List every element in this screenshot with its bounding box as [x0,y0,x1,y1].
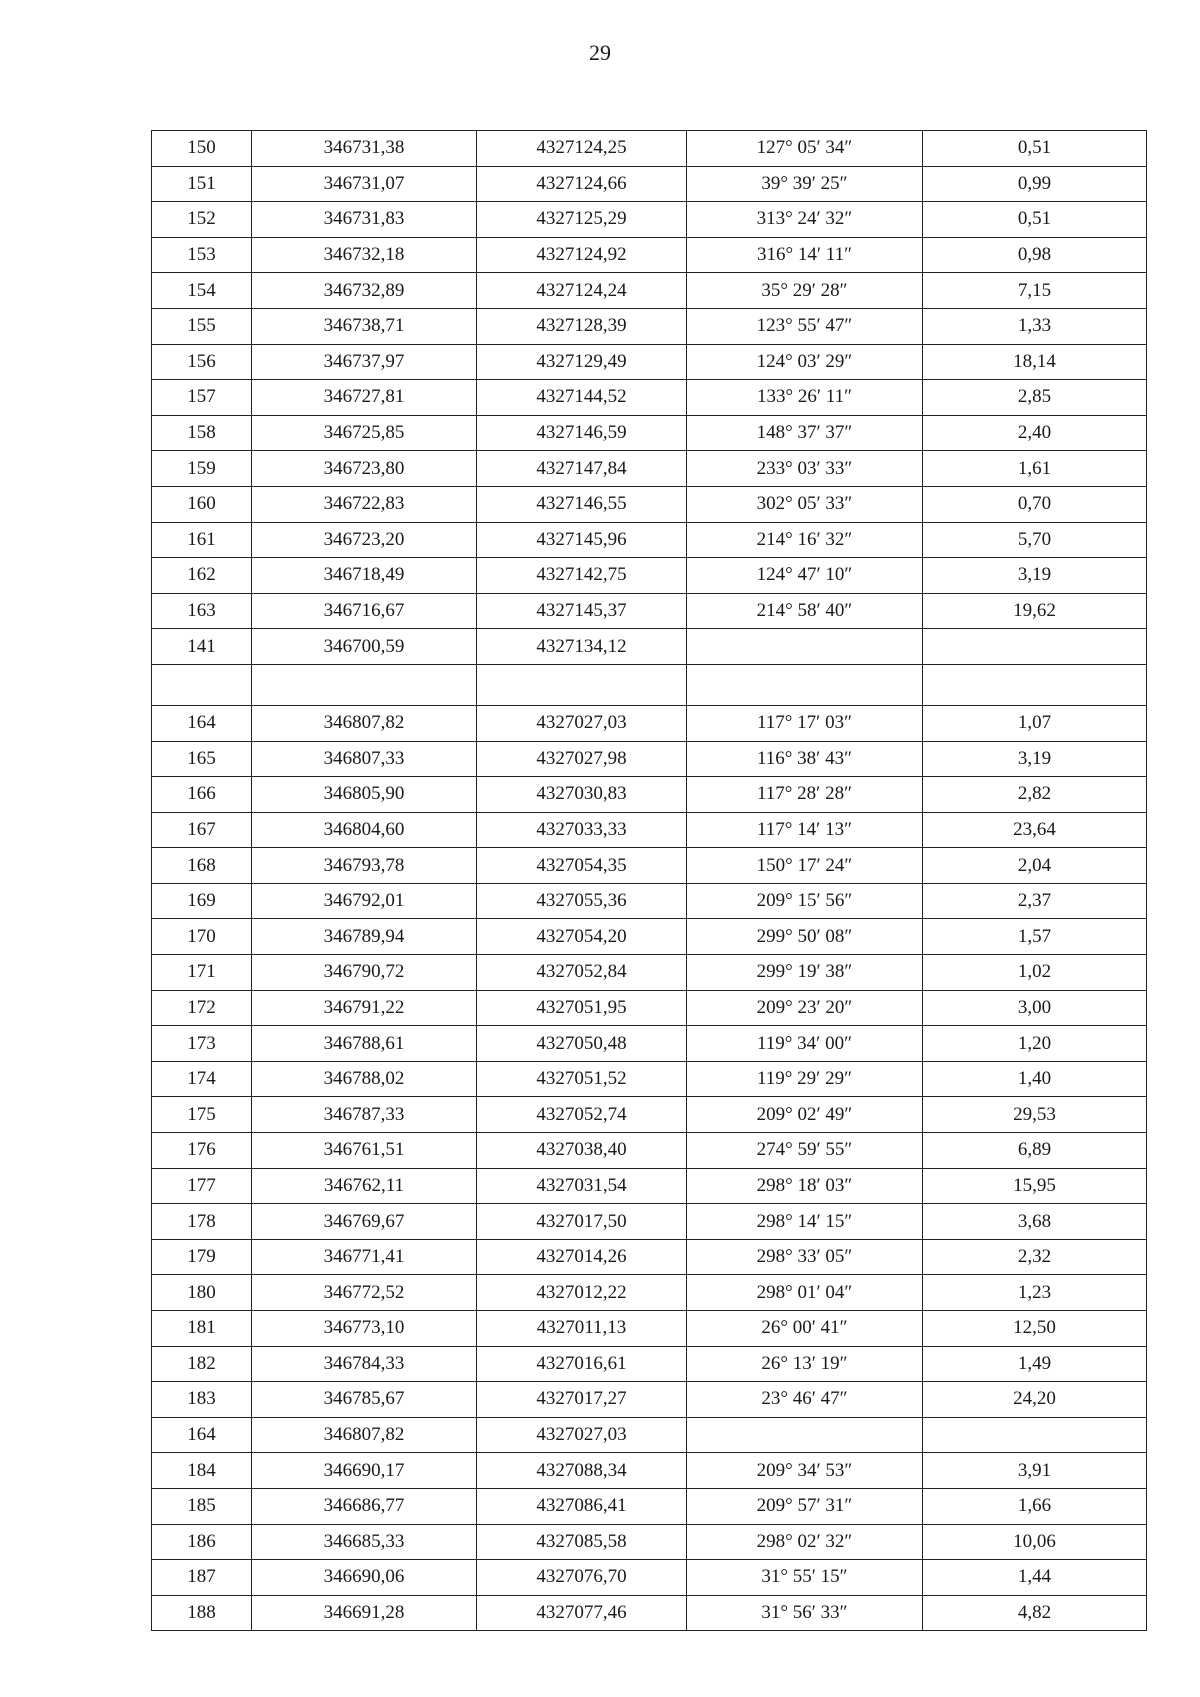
y-coordinate-cell: 4327129,49 [477,344,687,380]
table-row [152,202,1147,238]
distance-cell: 2,85 [923,380,1147,416]
x-coordinate-cell: 346738,71 [252,308,477,344]
point-number-cell: 174 [152,1061,252,1097]
x-coordinate-cell: 346804,60 [252,812,477,848]
distance-cell: 3,19 [923,558,1147,594]
point-number-cell: 170 [152,919,252,955]
direction-angle-cell: 39° 39′ 25″ [687,166,923,202]
y-coordinate-cell: 4327145,37 [477,593,687,629]
y-coordinate-cell: 4327052,74 [477,1097,687,1133]
point-number-cell: 183 [152,1382,252,1418]
distance-cell: 5,70 [923,522,1147,558]
table-row [152,131,1147,167]
y-coordinate-cell: 4327030,83 [477,777,687,813]
distance-cell: 3,19 [923,741,1147,777]
y-coordinate-cell: 4327147,84 [477,451,687,487]
x-coordinate-cell: 346788,61 [252,1026,477,1062]
direction-angle-cell: 119° 34′ 00″ [687,1026,923,1062]
x-coordinate-cell: 346789,94 [252,919,477,955]
distance-cell: 15,95 [923,1168,1147,1204]
direction-angle-cell: 31° 55′ 15″ [687,1560,923,1596]
direction-angle-cell: 35° 29′ 28″ [687,273,923,309]
distance-cell: 3,91 [923,1453,1147,1489]
table-row [152,883,1147,919]
direction-angle-cell: 119° 29′ 29″ [687,1061,923,1097]
direction-angle-cell: 26° 00′ 41″ [687,1311,923,1347]
point-number-cell: 171 [152,955,252,991]
point-number-cell: 154 [152,273,252,309]
table-row [152,1382,1147,1418]
point-number-cell: 158 [152,415,252,451]
x-coordinate-cell: 346762,11 [252,1168,477,1204]
y-coordinate-cell: 4327145,96 [477,522,687,558]
y-coordinate-cell: 4327146,59 [477,415,687,451]
point-number-cell: 177 [152,1168,252,1204]
distance-cell: 24,20 [923,1382,1147,1418]
y-coordinate-cell: 4327016,61 [477,1346,687,1382]
table-row [152,1417,1147,1453]
y-coordinate-cell: 4327054,20 [477,919,687,955]
y-coordinate-cell: 4327124,24 [477,273,687,309]
distance-cell: 19,62 [923,593,1147,629]
point-number-cell: 164 [152,705,252,741]
direction-angle-cell: 133° 26′ 11″ [687,380,923,416]
y-coordinate-cell: 4327027,03 [477,1417,687,1453]
point-number-cell: 167 [152,812,252,848]
x-coordinate-cell: 346737,97 [252,344,477,380]
distance-cell: 2,32 [923,1239,1147,1275]
distance-cell: 3,68 [923,1204,1147,1240]
x-coordinate-cell: 346805,90 [252,777,477,813]
point-number-cell: 173 [152,1026,252,1062]
table-row [152,919,1147,955]
table-row [152,955,1147,991]
point-number-cell [152,664,252,705]
x-coordinate-cell: 346784,33 [252,1346,477,1382]
x-coordinate-cell: 346731,38 [252,131,477,167]
table-row [152,1346,1147,1382]
x-coordinate-cell: 346790,72 [252,955,477,991]
y-coordinate-cell: 4327088,34 [477,1453,687,1489]
x-coordinate-cell: 346691,28 [252,1595,477,1631]
distance-cell: 1,49 [923,1346,1147,1382]
table-row [152,741,1147,777]
direction-angle-cell: 124° 03′ 29″ [687,344,923,380]
x-coordinate-cell: 346718,49 [252,558,477,594]
table-row [152,777,1147,813]
direction-angle-cell: 117° 17′ 03″ [687,705,923,741]
y-coordinate-cell: 4327076,70 [477,1560,687,1596]
direction-angle-cell: 313° 24′ 32″ [687,202,923,238]
table-row [152,848,1147,884]
table-spacer-row [152,664,1147,705]
table-row [152,593,1147,629]
distance-cell [923,664,1147,705]
point-number-cell: 184 [152,1453,252,1489]
direction-angle-cell: 23° 46′ 47″ [687,1382,923,1418]
direction-angle-cell: 316° 14′ 11″ [687,237,923,273]
y-coordinate-cell: 4327011,13 [477,1311,687,1347]
point-number-cell: 165 [152,741,252,777]
table-row [152,1488,1147,1524]
direction-angle-cell [687,664,923,705]
table-row [152,1595,1147,1631]
x-coordinate-cell: 346722,83 [252,486,477,522]
y-coordinate-cell: 4327050,48 [477,1026,687,1062]
y-coordinate-cell: 4327144,52 [477,380,687,416]
direction-angle-cell: 233° 03′ 33″ [687,451,923,487]
point-number-cell: 157 [152,380,252,416]
y-coordinate-cell: 4327124,92 [477,237,687,273]
direction-angle-cell [687,629,923,665]
x-coordinate-cell: 346769,67 [252,1204,477,1240]
x-coordinate-cell: 346690,06 [252,1560,477,1596]
x-coordinate-cell: 346731,07 [252,166,477,202]
table-row [152,705,1147,741]
direction-angle-cell: 302° 05′ 33″ [687,486,923,522]
y-coordinate-cell: 4327038,40 [477,1133,687,1169]
distance-cell: 1,20 [923,1026,1147,1062]
table-row [152,1560,1147,1596]
y-coordinate-cell: 4327124,66 [477,166,687,202]
direction-angle-cell: 150° 17′ 24″ [687,848,923,884]
distance-cell: 4,82 [923,1595,1147,1631]
distance-cell [923,629,1147,665]
x-coordinate-cell: 346785,67 [252,1382,477,1418]
y-coordinate-cell: 4327014,26 [477,1239,687,1275]
direction-angle-cell: 209° 57′ 31″ [687,1488,923,1524]
distance-cell: 12,50 [923,1311,1147,1347]
y-coordinate-cell: 4327125,29 [477,202,687,238]
y-coordinate-cell: 4327027,98 [477,741,687,777]
point-number-cell: 141 [152,629,252,665]
point-number-cell: 166 [152,777,252,813]
direction-angle-cell: 298° 02′ 32″ [687,1524,923,1560]
point-number-cell: 187 [152,1560,252,1596]
coordinates-table [151,130,1147,1631]
direction-angle-cell: 209° 23′ 20″ [687,990,923,1026]
direction-angle-cell: 124° 47′ 10″ [687,558,923,594]
table-row [152,415,1147,451]
x-coordinate-cell: 346792,01 [252,883,477,919]
distance-cell: 1,40 [923,1061,1147,1097]
point-number-cell: 172 [152,990,252,1026]
table-row [152,1453,1147,1489]
table-row [152,990,1147,1026]
x-coordinate-cell: 346787,33 [252,1097,477,1133]
distance-cell: 1,57 [923,919,1147,955]
point-number-cell: 182 [152,1346,252,1382]
distance-cell [923,1417,1147,1453]
x-coordinate-cell: 346723,20 [252,522,477,558]
direction-angle-cell: 209° 15′ 56″ [687,883,923,919]
table-row [152,1524,1147,1560]
table-row [152,522,1147,558]
distance-cell: 0,70 [923,486,1147,522]
direction-angle-cell: 26° 13′ 19″ [687,1346,923,1382]
y-coordinate-cell: 4327017,27 [477,1382,687,1418]
distance-cell: 6,89 [923,1133,1147,1169]
direction-angle-cell: 117° 14′ 13″ [687,812,923,848]
point-number-cell: 178 [152,1204,252,1240]
point-number-cell: 155 [152,308,252,344]
distance-cell: 1,23 [923,1275,1147,1311]
distance-cell: 0,98 [923,237,1147,273]
distance-cell: 3,00 [923,990,1147,1026]
direction-angle-cell: 116° 38′ 43″ [687,741,923,777]
table-row [152,1133,1147,1169]
distance-cell: 10,06 [923,1524,1147,1560]
direction-angle-cell: 298° 18′ 03″ [687,1168,923,1204]
table-row [152,1061,1147,1097]
table-row [152,1275,1147,1311]
distance-cell: 2,40 [923,415,1147,451]
page-number: 29 [589,40,611,65]
point-number-cell: 162 [152,558,252,594]
point-number-cell: 168 [152,848,252,884]
y-coordinate-cell: 4327051,52 [477,1061,687,1097]
direction-angle-cell: 209° 02′ 49″ [687,1097,923,1133]
x-coordinate-cell: 346723,80 [252,451,477,487]
point-number-cell: 186 [152,1524,252,1560]
x-coordinate-cell: 346732,89 [252,273,477,309]
table-row [152,344,1147,380]
table-row [152,629,1147,665]
x-coordinate-cell: 346807,82 [252,705,477,741]
y-coordinate-cell: 4327128,39 [477,308,687,344]
direction-angle-cell: 298° 14′ 15″ [687,1204,923,1240]
distance-cell: 7,15 [923,273,1147,309]
direction-angle-cell: 117° 28′ 28″ [687,777,923,813]
y-coordinate-cell: 4327051,95 [477,990,687,1026]
y-coordinate-cell [477,664,687,705]
distance-cell: 2,37 [923,883,1147,919]
point-number-cell: 152 [152,202,252,238]
y-coordinate-cell: 4327055,36 [477,883,687,919]
y-coordinate-cell: 4327012,22 [477,1275,687,1311]
point-number-cell: 179 [152,1239,252,1275]
table-row [152,486,1147,522]
x-coordinate-cell [252,664,477,705]
point-number-cell: 153 [152,237,252,273]
x-coordinate-cell: 346731,83 [252,202,477,238]
y-coordinate-cell: 4327146,55 [477,486,687,522]
x-coordinate-cell: 346771,41 [252,1239,477,1275]
x-coordinate-cell: 346725,85 [252,415,477,451]
y-coordinate-cell: 4327077,46 [477,1595,687,1631]
distance-cell: 2,82 [923,777,1147,813]
point-number-cell: 150 [152,131,252,167]
y-coordinate-cell: 4327052,84 [477,955,687,991]
point-number-cell: 161 [152,522,252,558]
x-coordinate-cell: 346732,18 [252,237,477,273]
table-row [152,1311,1147,1347]
x-coordinate-cell: 346690,17 [252,1453,477,1489]
point-number-cell: 164 [152,1417,252,1453]
direction-angle-cell: 274° 59′ 55″ [687,1133,923,1169]
direction-angle-cell: 298° 01′ 04″ [687,1275,923,1311]
distance-cell: 1,02 [923,955,1147,991]
point-number-cell: 160 [152,486,252,522]
distance-cell: 1,61 [923,451,1147,487]
x-coordinate-cell: 346685,33 [252,1524,477,1560]
point-number-cell: 181 [152,1311,252,1347]
point-number-cell: 169 [152,883,252,919]
distance-cell: 1,44 [923,1560,1147,1596]
direction-angle-cell: 127° 05′ 34″ [687,131,923,167]
x-coordinate-cell: 346807,82 [252,1417,477,1453]
y-coordinate-cell: 4327027,03 [477,705,687,741]
point-number-cell: 185 [152,1488,252,1524]
point-number-cell: 159 [152,451,252,487]
y-coordinate-cell: 4327033,33 [477,812,687,848]
direction-angle-cell: 214° 58′ 40″ [687,593,923,629]
y-coordinate-cell: 4327054,35 [477,848,687,884]
direction-angle-cell: 214° 16′ 32″ [687,522,923,558]
point-number-cell: 175 [152,1097,252,1133]
x-coordinate-cell: 346791,22 [252,990,477,1026]
table-row [152,273,1147,309]
direction-angle-cell: 209° 34′ 53″ [687,1453,923,1489]
distance-cell: 1,66 [923,1488,1147,1524]
y-coordinate-cell: 4327086,41 [477,1488,687,1524]
y-coordinate-cell: 4327085,58 [477,1524,687,1560]
point-number-cell: 163 [152,593,252,629]
distance-cell: 2,04 [923,848,1147,884]
table-row [152,812,1147,848]
distance-cell: 1,33 [923,308,1147,344]
point-number-cell: 176 [152,1133,252,1169]
direction-angle-cell: 31° 56′ 33″ [687,1595,923,1631]
table-row [152,308,1147,344]
point-number-cell: 156 [152,344,252,380]
table-row [152,237,1147,273]
table-row [152,1026,1147,1062]
direction-angle-cell: 148° 37′ 37″ [687,415,923,451]
table-row [152,1168,1147,1204]
distance-cell: 23,64 [923,812,1147,848]
distance-cell: 0,51 [923,202,1147,238]
distance-cell: 1,07 [923,705,1147,741]
x-coordinate-cell: 346773,10 [252,1311,477,1347]
table-row [152,1097,1147,1133]
y-coordinate-cell: 4327134,12 [477,629,687,665]
direction-angle-cell [687,1417,923,1453]
x-coordinate-cell: 346727,81 [252,380,477,416]
x-coordinate-cell: 346686,77 [252,1488,477,1524]
table-row [152,1204,1147,1240]
table-row [152,166,1147,202]
x-coordinate-cell: 346772,52 [252,1275,477,1311]
y-coordinate-cell: 4327142,75 [477,558,687,594]
direction-angle-cell: 299° 19′ 38″ [687,955,923,991]
x-coordinate-cell: 346793,78 [252,848,477,884]
y-coordinate-cell: 4327124,25 [477,131,687,167]
x-coordinate-cell: 346788,02 [252,1061,477,1097]
point-number-cell: 151 [152,166,252,202]
direction-angle-cell: 298° 33′ 05″ [687,1239,923,1275]
y-coordinate-cell: 4327031,54 [477,1168,687,1204]
x-coordinate-cell: 346807,33 [252,741,477,777]
distance-cell: 0,99 [923,166,1147,202]
x-coordinate-cell: 346716,67 [252,593,477,629]
x-coordinate-cell: 346761,51 [252,1133,477,1169]
direction-angle-cell: 299° 50′ 08″ [687,919,923,955]
direction-angle-cell: 123° 55′ 47″ [687,308,923,344]
x-coordinate-cell: 346700,59 [252,629,477,665]
coordinates-table-body [152,131,1147,1631]
point-number-cell: 188 [152,1595,252,1631]
table-row [152,1239,1147,1275]
distance-cell: 18,14 [923,344,1147,380]
distance-cell: 0,51 [923,131,1147,167]
table-row [152,380,1147,416]
distance-cell: 29,53 [923,1097,1147,1133]
y-coordinate-cell: 4327017,50 [477,1204,687,1240]
point-number-cell: 180 [152,1275,252,1311]
table-row [152,558,1147,594]
table-row [152,451,1147,487]
